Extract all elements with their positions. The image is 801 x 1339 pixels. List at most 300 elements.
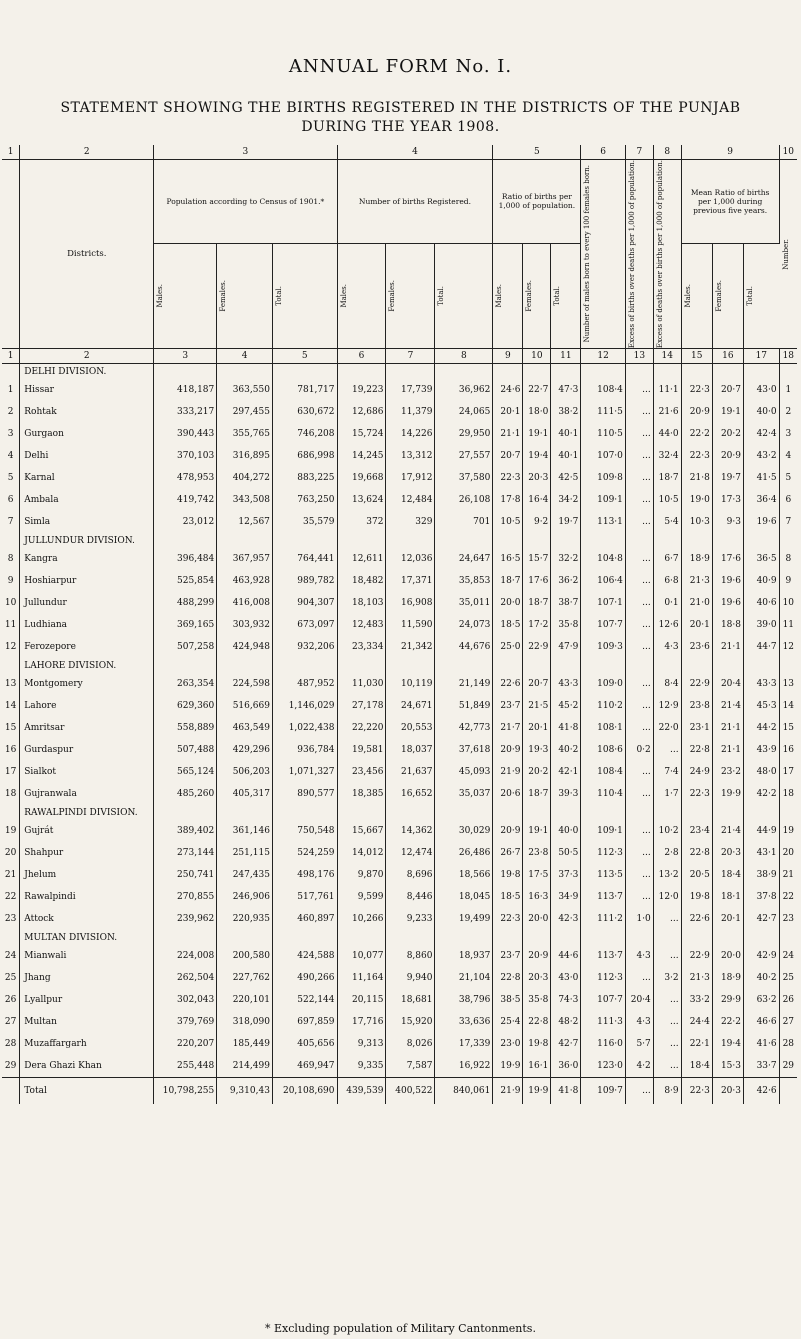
table-cell: 108·4 [581, 379, 626, 401]
table-cell: ... [625, 511, 653, 533]
sub-header: Total. [553, 285, 562, 306]
table-cell: 19·1 [712, 401, 743, 423]
table-cell: 11,590 [386, 614, 435, 636]
district-name: Rawalpindi [20, 886, 154, 908]
table-cell: 37·3 [551, 864, 581, 886]
table-cell: 15,724 [337, 423, 386, 445]
table-cell: 12 [782, 642, 795, 653]
table-cell: 16·3 [523, 886, 551, 908]
table-cell: 17·8 [493, 489, 523, 511]
table-cell: 23·7 [493, 695, 523, 717]
table-cell: 35,011 [435, 592, 493, 614]
total-row [2, 1078, 797, 1105]
table-cell: 363,550 [217, 379, 273, 401]
sub-colnum: 18 [779, 349, 797, 364]
table-cell: 220,935 [217, 908, 273, 930]
table-cell: 19,223 [337, 379, 386, 401]
district-name: Karnal [20, 467, 154, 489]
sub-header: Females. [219, 280, 228, 312]
table-row [2, 864, 797, 886]
table-cell: 18,385 [337, 783, 386, 805]
table-cell: 9,313 [337, 1033, 386, 1055]
table-cell: 23·0 [493, 1033, 523, 1055]
table-cell: 123·0 [581, 1055, 626, 1078]
table-cell: 21·1 [712, 739, 743, 761]
table-cell: 23·8 [523, 842, 551, 864]
district-name: Jhelum [20, 864, 154, 886]
table-cell: 8,860 [386, 945, 435, 967]
table-cell: 13 [782, 679, 795, 690]
table-cell: 22·3 [681, 1078, 712, 1105]
table-cell: 20·5 [681, 864, 712, 886]
table-cell: 9·3 [712, 511, 743, 533]
table-cell: 1 [785, 385, 792, 396]
sub-colnum: 6 [337, 349, 386, 364]
table-cell: 16,652 [386, 783, 435, 805]
table-cell: 372 [337, 511, 386, 533]
table-cell: 48·2 [551, 1011, 581, 1033]
table-cell: 6 [785, 495, 792, 506]
division-row [2, 805, 797, 820]
table-cell: 38,796 [435, 989, 493, 1011]
table-cell: 12,686 [337, 401, 386, 423]
table-cell: 19,581 [337, 739, 386, 761]
table-cell: 22 [2, 886, 20, 908]
colnum: 9 [681, 145, 779, 160]
table-row [2, 739, 797, 761]
table-cell: 12 [2, 636, 20, 658]
table-cell: 20·0 [712, 945, 743, 967]
table-cell: 19,499 [435, 908, 493, 930]
table-cell: 8 [2, 548, 20, 570]
table-cell: 18·9 [712, 967, 743, 989]
table-cell: 11 [2, 614, 20, 636]
table-cell: 18,937 [435, 945, 493, 967]
table-cell: 5 [785, 473, 792, 484]
table-row [2, 886, 797, 908]
table-cell: 297,455 [217, 401, 273, 423]
table-cell: 44·2 [743, 717, 779, 739]
table-cell: 329 [386, 511, 435, 533]
table-cell: 750,548 [272, 820, 337, 842]
table-cell: 44·7 [743, 636, 779, 658]
district-name: Lahore [20, 695, 154, 717]
table-cell: 24,647 [435, 548, 493, 570]
table-cell: 8 [785, 554, 792, 565]
table-row [2, 511, 797, 533]
table-cell: 18,482 [337, 570, 386, 592]
table-cell: 25·4 [493, 1011, 523, 1033]
table-cell: 389,402 [154, 820, 217, 842]
table-cell: 3 [785, 429, 792, 440]
table-cell: 21 [782, 870, 795, 881]
district-name: Gujranwala [20, 783, 154, 805]
table-cell: ... [625, 967, 653, 989]
table-cell: 14,362 [386, 820, 435, 842]
table-cell: 9,599 [337, 886, 386, 908]
births-header: Number of births Registered. [337, 160, 493, 244]
table-cell: 43·9 [743, 739, 779, 761]
form-title: ANNUAL FORM No. I. [288, 56, 513, 77]
table-cell: 23,456 [337, 761, 386, 783]
table-cell: 12,036 [386, 548, 435, 570]
table-cell: 251,115 [217, 842, 273, 864]
table-cell: 113·1 [581, 511, 626, 533]
table-cell: 22·6 [493, 673, 523, 695]
district-name: Hoshiarpur [20, 570, 154, 592]
table-cell: ... [625, 489, 653, 511]
table-cell: 17,371 [386, 570, 435, 592]
table-cell: 224,008 [154, 945, 217, 967]
table-cell: 19·9 [523, 1078, 551, 1105]
table-cell: 220,101 [217, 989, 273, 1011]
table-cell: 43·2 [743, 445, 779, 467]
table-cell: 390,443 [154, 423, 217, 445]
table-cell: 13,312 [386, 445, 435, 467]
table-cell: 3·2 [653, 967, 681, 989]
statement-year: DURING THE YEAR 1908. [301, 119, 500, 135]
table-cell: 932,206 [272, 636, 337, 658]
table-cell: 18 [2, 783, 20, 805]
table-row [2, 1011, 797, 1033]
table-cell: 630,672 [272, 401, 337, 423]
sub-colnum: 12 [581, 349, 626, 364]
table-cell: 20·9 [712, 445, 743, 467]
table-cell: 21·0 [681, 592, 712, 614]
table-cell: 22,220 [337, 717, 386, 739]
table-cell: 565,124 [154, 761, 217, 783]
table-cell: 10·5 [493, 511, 523, 533]
table-cell: 522,144 [272, 989, 337, 1011]
table-cell: 18,566 [435, 864, 493, 886]
table-cell: 6 [2, 489, 20, 511]
sub-header: Females. [388, 280, 397, 312]
table-cell: 42·5 [551, 467, 581, 489]
table-cell: 10,077 [337, 945, 386, 967]
table-cell: 9 [785, 576, 792, 587]
table-cell: 6·7 [653, 548, 681, 570]
table-cell: 418,187 [154, 379, 217, 401]
table-cell: 21·9 [493, 1078, 523, 1105]
table-cell: ... [625, 423, 653, 445]
table-cell: 302,043 [154, 989, 217, 1011]
mean-ratio-header: Mean Ratio of births per 1,000 during previous five years. [681, 160, 779, 244]
table-cell: 22·3 [681, 445, 712, 467]
district-name: Montgomery [20, 673, 154, 695]
table-cell: 24,671 [386, 695, 435, 717]
table-cell: 21·1 [493, 423, 523, 445]
table-cell: 883,225 [272, 467, 337, 489]
table-cell: ... [653, 1055, 681, 1078]
table-cell: 109·1 [581, 820, 626, 842]
table-cell: 7,587 [386, 1055, 435, 1078]
table-cell: 41·8 [551, 717, 581, 739]
table-cell: 463,549 [217, 717, 273, 739]
table-cell: 19·8 [493, 864, 523, 886]
table-cell: ... [625, 820, 653, 842]
table-cell: 44·9 [743, 820, 779, 842]
table-cell: 478,953 [154, 467, 217, 489]
table-cell: 16·1 [523, 1055, 551, 1078]
table-cell: 113·7 [581, 945, 626, 967]
colnum: 10 [779, 145, 797, 160]
table-cell: 21·5 [523, 695, 551, 717]
table-cell: 17·6 [523, 570, 551, 592]
table-cell: 109·3 [581, 636, 626, 658]
table-row [2, 467, 797, 489]
table-cell: 21 [2, 864, 20, 886]
district-name: Ludhiana [20, 614, 154, 636]
table-cell: 22·6 [681, 908, 712, 930]
table-row [2, 695, 797, 717]
table-cell: 107·0 [581, 445, 626, 467]
table-cell: ... [625, 864, 653, 886]
colnum: 2 [20, 145, 154, 160]
table-cell: ... [653, 1033, 681, 1055]
table-cell: 3 [2, 423, 20, 445]
table-cell: 21·4 [712, 820, 743, 842]
table-cell: 13·2 [653, 864, 681, 886]
table-cell: 19·7 [551, 511, 581, 533]
table-cell: 18·0 [523, 401, 551, 423]
table-cell: 19·3 [523, 739, 551, 761]
district-name: Kangra [20, 548, 154, 570]
table-cell: 38·5 [493, 989, 523, 1011]
table-cell: 27,178 [337, 695, 386, 717]
table-cell: 22·3 [493, 467, 523, 489]
table-cell: 9,870 [337, 864, 386, 886]
table-cell: 16 [782, 745, 795, 756]
table-cell: 463,928 [217, 570, 273, 592]
district-name: Rohtak [20, 401, 154, 423]
footnote: * Excluding population of Military Cantonments. [265, 1322, 536, 1335]
table-cell: ... [625, 401, 653, 423]
table-cell: 17,912 [386, 467, 435, 489]
table-cell: 4·3 [625, 1011, 653, 1033]
table-cell: 763,250 [272, 489, 337, 511]
table-cell: 224,598 [217, 673, 273, 695]
table-cell: 355,765 [217, 423, 273, 445]
table-cell: 7 [785, 517, 792, 528]
table-cell: 424,588 [272, 945, 337, 967]
table-cell: 20·9 [493, 739, 523, 761]
statement-title: STATEMENT SHOWING THE BIRTHS REGISTERED IN THE DISTRICTS OF THE PUNJAB [60, 100, 741, 116]
table-cell: 34·2 [551, 489, 581, 511]
table-cell: 16·4 [523, 489, 551, 511]
table-cell: ... [625, 445, 653, 467]
table-cell: 20·3 [523, 967, 551, 989]
table-cell: 46·6 [743, 1011, 779, 1033]
table-cell: 20 [782, 848, 795, 859]
table-cell: 10·3 [681, 511, 712, 533]
sub-header: Total. [274, 285, 283, 306]
table-cell: 24·6 [493, 379, 523, 401]
table-cell: 22·0 [653, 717, 681, 739]
table-cell: 20·3 [712, 842, 743, 864]
table-cell: 11,379 [386, 401, 435, 423]
table-cell: 22·8 [493, 967, 523, 989]
table-cell: 22·2 [681, 423, 712, 445]
table-cell: 29 [2, 1055, 20, 1078]
table-cell: 1·0 [625, 908, 653, 930]
table-cell: 14 [2, 695, 20, 717]
colnum: 8 [653, 145, 681, 160]
table-cell: 20·1 [712, 908, 743, 930]
table-cell: 23·6 [681, 636, 712, 658]
table-cell: 20·0 [493, 592, 523, 614]
table-cell: 558,889 [154, 717, 217, 739]
table-cell: 369,165 [154, 614, 217, 636]
table-cell: 525,854 [154, 570, 217, 592]
table-cell: 303,932 [217, 614, 273, 636]
district-name: Lyallpur [20, 989, 154, 1011]
table-cell: 44,676 [435, 636, 493, 658]
table-cell: 20·4 [712, 673, 743, 695]
table-cell: 107·7 [581, 989, 626, 1011]
table-cell: 469,947 [272, 1055, 337, 1078]
table-cell: 41·6 [743, 1033, 779, 1055]
table-cell: 507,258 [154, 636, 217, 658]
table-cell: 22·8 [681, 842, 712, 864]
table-cell: 21,342 [386, 636, 435, 658]
table-cell: 333,217 [154, 401, 217, 423]
table-cell: 22·2 [712, 1011, 743, 1033]
table-cell: 28 [2, 1033, 20, 1055]
table-cell: 21·3 [681, 967, 712, 989]
ratio-header: Ratio of births per 1,000 of population. [493, 160, 581, 244]
table-cell: ... [625, 842, 653, 864]
table-cell: 17 [2, 761, 20, 783]
district-name: Mianwali [20, 945, 154, 967]
district-name: Dera Ghazi Khan [20, 1055, 154, 1078]
table-cell: 109·0 [581, 673, 626, 695]
table-cell: 35,579 [272, 511, 337, 533]
table-cell: 109·8 [581, 467, 626, 489]
table-cell: 781,717 [272, 379, 337, 401]
colnum: 7 [625, 145, 653, 160]
table-cell: ... [625, 1078, 653, 1105]
table-cell: 17,716 [337, 1011, 386, 1033]
table-cell: 13 [2, 673, 20, 695]
table-cell: 214,499 [217, 1055, 273, 1078]
table-row [2, 401, 797, 423]
table-cell: 2 [2, 401, 20, 423]
table-cell: 9,940 [386, 967, 435, 989]
table-cell: 18·4 [681, 1055, 712, 1078]
males-per-100-header: Number of males born to every 100 females born. [583, 165, 592, 343]
table-cell: 10 [2, 592, 20, 614]
table-cell: 22·9 [681, 945, 712, 967]
table-cell: 20·4 [625, 989, 653, 1011]
district-name: Ambala [20, 489, 154, 511]
table-cell: 697,859 [272, 1011, 337, 1033]
sub-header: Females. [714, 280, 723, 312]
table-cell: 19·6 [712, 592, 743, 614]
table-cell: 9,310,43 [217, 1078, 273, 1105]
table-cell: 48·0 [743, 761, 779, 783]
table-cell: 1,022,438 [272, 717, 337, 739]
sub-colnum: 4 [217, 349, 273, 364]
table-cell: 29·9 [712, 989, 743, 1011]
table-cell: 42·4 [743, 423, 779, 445]
table-cell: 27 [2, 1011, 20, 1033]
table-cell [779, 1078, 797, 1105]
table-cell: 20·1 [523, 717, 551, 739]
table-cell: ... [625, 783, 653, 805]
table-cell: 11·1 [653, 379, 681, 401]
table-cell: 255,448 [154, 1055, 217, 1078]
table-cell: ... [625, 570, 653, 592]
table-cell: 21,149 [435, 673, 493, 695]
table-cell: 10,266 [337, 908, 386, 930]
table-cell: ... [625, 761, 653, 783]
table-cell: 2·8 [653, 842, 681, 864]
table-row [2, 423, 797, 445]
table-cell: 32·4 [653, 445, 681, 467]
table-cell: 29 [782, 1061, 795, 1072]
table-cell: 38·2 [551, 401, 581, 423]
table-cell: 316,895 [217, 445, 273, 467]
table-cell: 20·1 [493, 401, 523, 423]
table-cell: 42,773 [435, 717, 493, 739]
table-cell: 47·3 [551, 379, 581, 401]
table-cell [2, 1078, 20, 1105]
table-cell: 21·3 [681, 570, 712, 592]
table-cell: 404,272 [217, 467, 273, 489]
table-cell: 439,539 [337, 1078, 386, 1105]
table-cell: 343,508 [217, 489, 273, 511]
sub-header: Females. [525, 280, 534, 312]
table-cell: 10·5 [653, 489, 681, 511]
table-cell: 629,360 [154, 695, 217, 717]
table-cell: 30,029 [435, 820, 493, 842]
table-cell: 14,226 [386, 423, 435, 445]
table-cell: 22 [782, 892, 795, 903]
table-cell: 24·9 [681, 761, 712, 783]
table-cell: 263,354 [154, 673, 217, 695]
table-cell: 19·7 [712, 467, 743, 489]
table-cell: 487,952 [272, 673, 337, 695]
district-name: Muzaffargarh [20, 1033, 154, 1055]
table-cell: 14,245 [337, 445, 386, 467]
table-cell: 42·7 [743, 908, 779, 930]
table-cell: 24,065 [435, 401, 493, 423]
table-row [2, 614, 797, 636]
sub-colnum: 13 [625, 349, 653, 364]
table-cell: 43·3 [743, 673, 779, 695]
table-cell: 701 [435, 511, 493, 533]
table-cell: 18·4 [712, 864, 743, 886]
table-cell: ... [625, 695, 653, 717]
table-cell: 25 [782, 973, 795, 984]
sub-header: Males. [495, 284, 504, 308]
sub-header: Males. [339, 284, 348, 308]
table-cell: 21·7 [493, 717, 523, 739]
table-cell: 936,784 [272, 739, 337, 761]
table-cell: 113·7 [581, 886, 626, 908]
table-cell: 40·9 [743, 570, 779, 592]
table-row [2, 636, 797, 658]
table-cell: 1,146,029 [272, 695, 337, 717]
table-cell: 21·1 [712, 636, 743, 658]
table-row [2, 548, 797, 570]
table-cell: 19·8 [523, 1033, 551, 1055]
table-cell: 840,061 [435, 1078, 493, 1105]
table-cell: 524,259 [272, 842, 337, 864]
table-cell: 8·9 [653, 1078, 681, 1105]
table-cell: 19·1 [523, 423, 551, 445]
table-cell: 26·7 [493, 842, 523, 864]
